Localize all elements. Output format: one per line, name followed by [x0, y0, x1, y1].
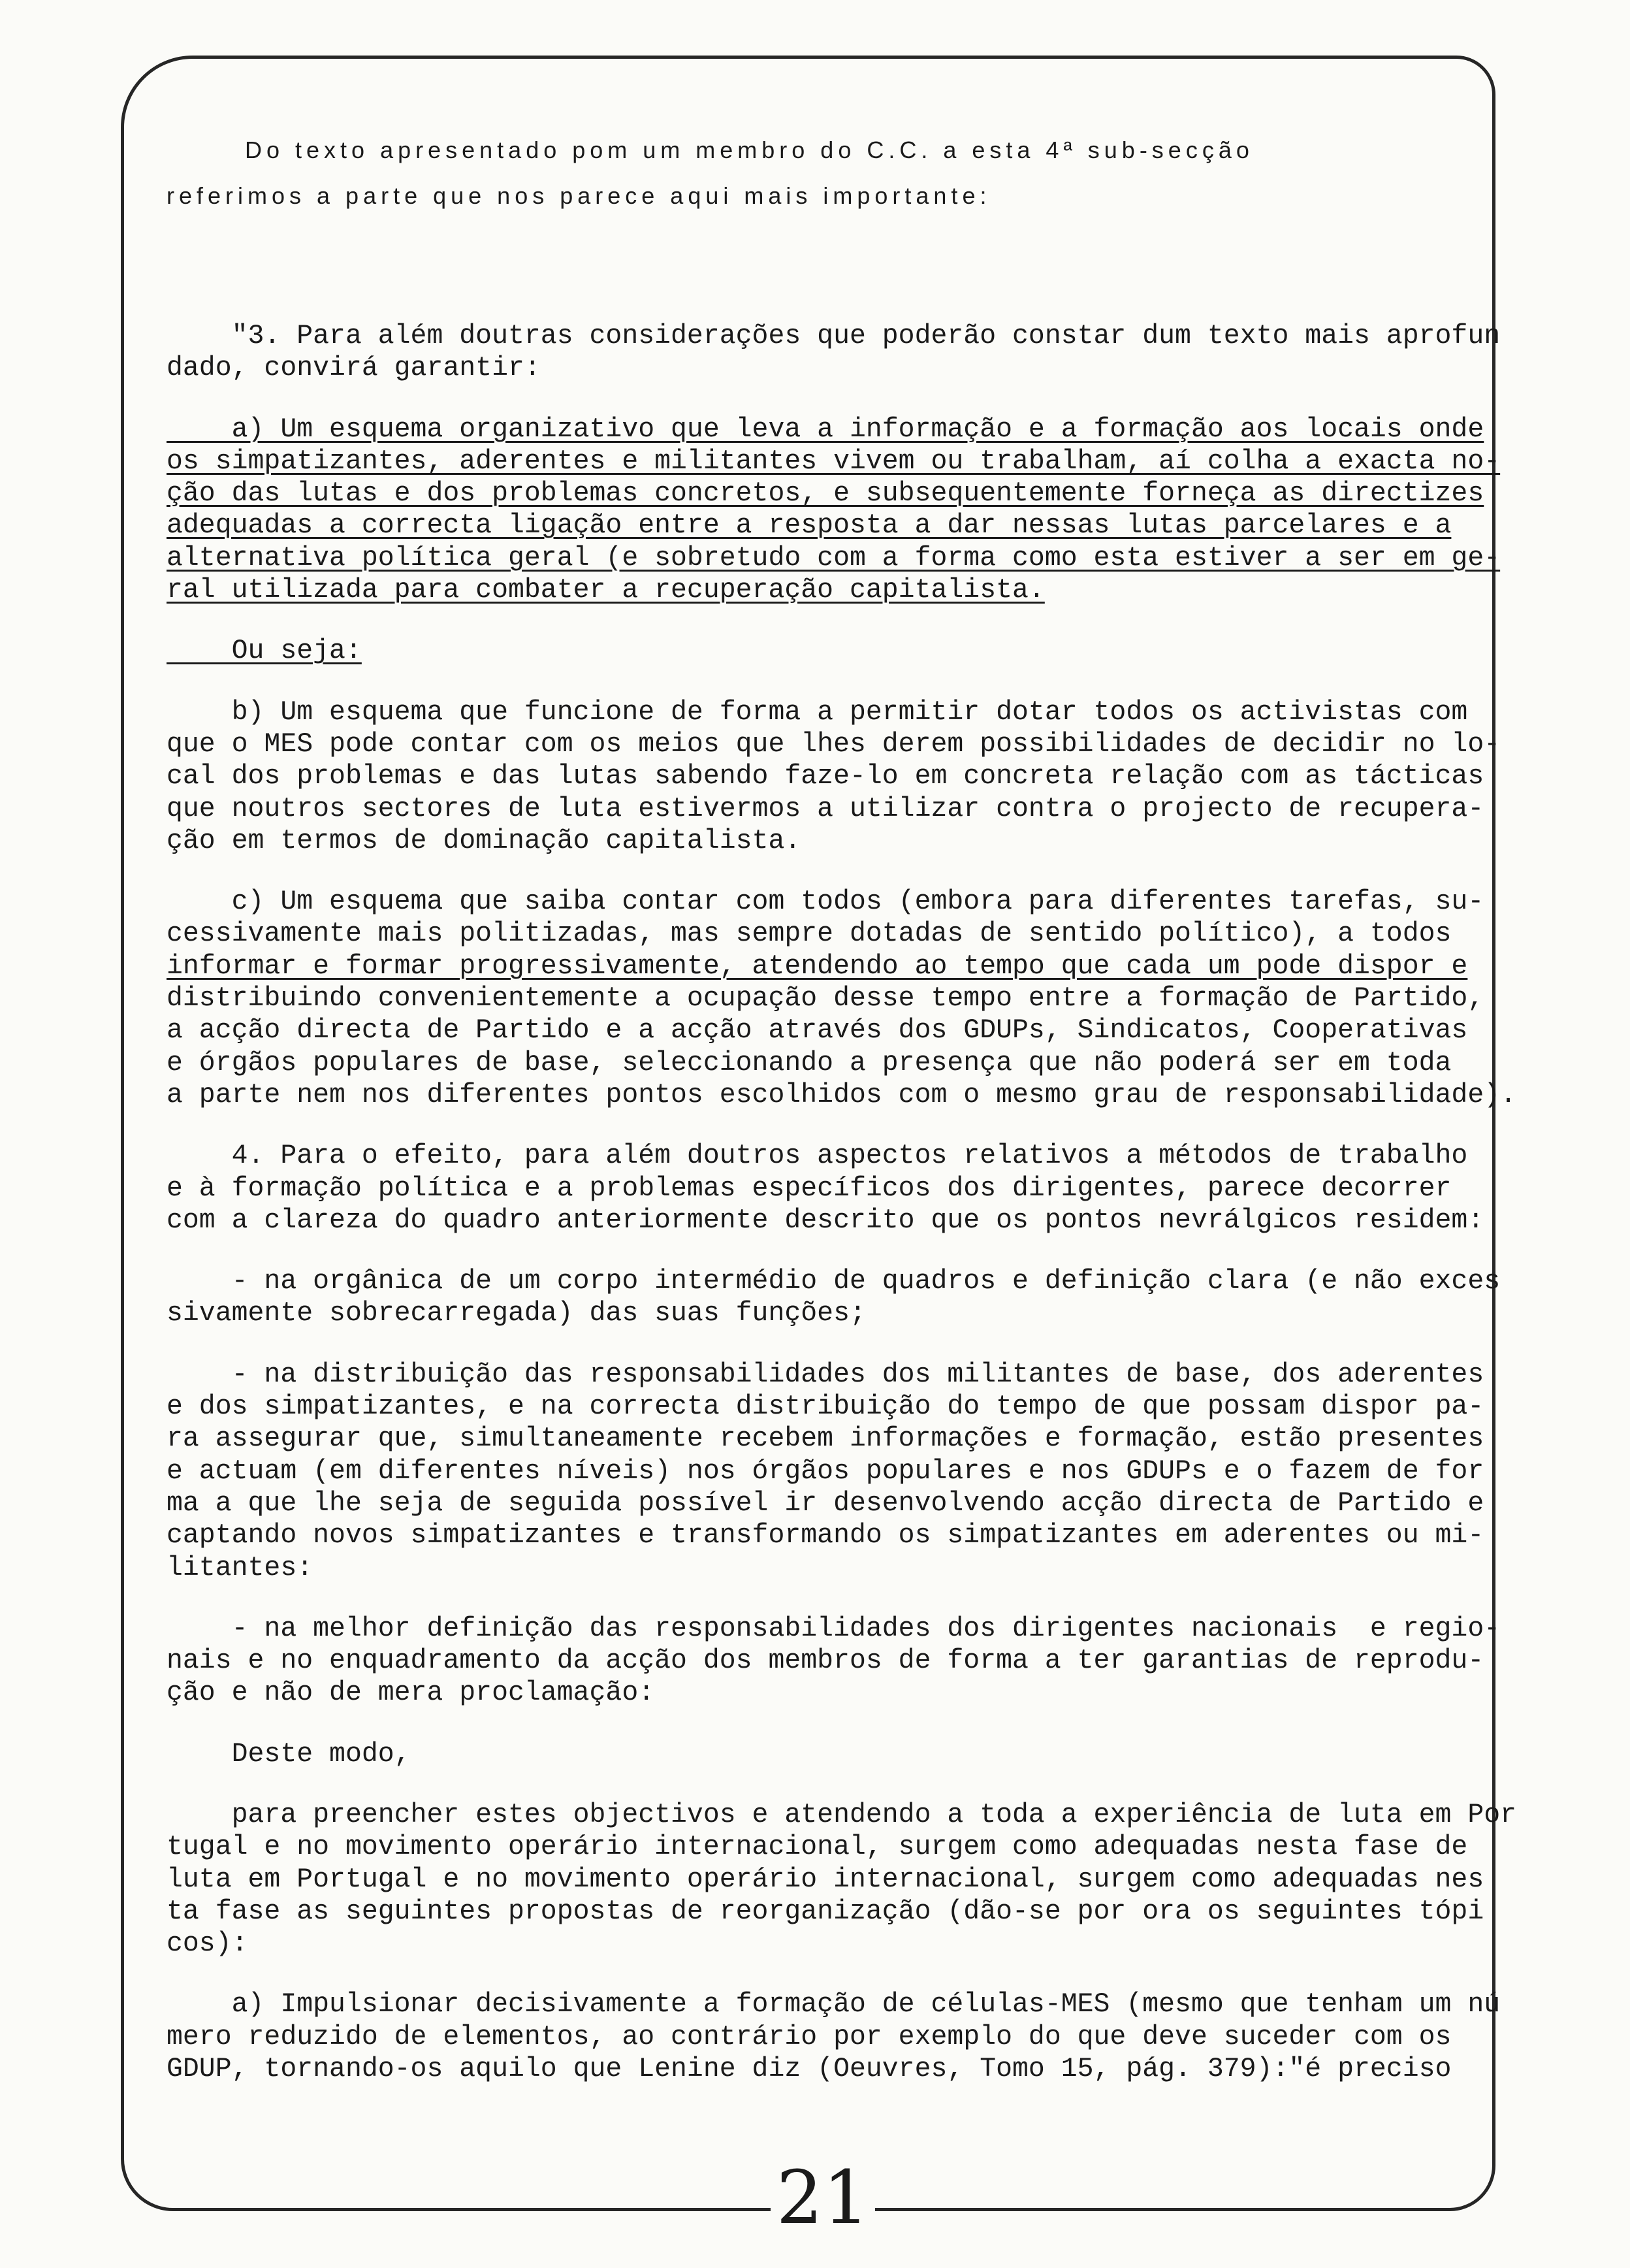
text-line: "3. Para além doutras considerações que poderão constar dum texto mais aprofun: [167, 321, 1501, 351]
text-line: cessivamente mais politizadas, mas sempre dotadas de sentido político), a todos: [167, 918, 1452, 950]
text-line: que noutros sectores de luta estivermos a utilizar contra o projecto de recupera-: [167, 793, 1484, 824]
text-line: Ou seja:: [167, 636, 362, 667]
paragraph: [167, 635, 1505, 667]
typed-text: [167, 320, 1517, 2085]
text-line: a) Um esquema organizativo que leva a informação e a formação aos locais onde: [167, 413, 1484, 445]
text-line: cal dos problemas e das lutas sabendo faze-lo em concreta relação com as tácticas: [167, 761, 1484, 792]
text-line: luta em Portugal e no movimento operário internacional, surgem como adequadas nes: [167, 1864, 1484, 1895]
text-line: ra assegurar que, simultaneamente recebem informações e formação, estão presentes: [167, 1423, 1484, 1455]
text-line: com a clareza do quadro anteriormente descrito que os pontos nevrálgicos residem:: [167, 1205, 1484, 1236]
text-line: litantes:: [167, 1552, 313, 1583]
text-line: - na distribuição das responsabilidades dos militantes de base, dos aderentes: [167, 1359, 1484, 1390]
text-line: informar e formar progressivamente, atendendo ao tempo que cada um pode dispor e: [167, 950, 1468, 982]
text-line: ção e não de mera proclamação:: [167, 1677, 655, 1709]
header-line-2: referimos a parte que nos parece aqui mais importante:: [167, 182, 991, 209]
paragraph: [167, 1738, 1505, 1770]
document-body: [167, 137, 1517, 2114]
text-line: - na orgânica de um corpo intermédio de quadros e definição clara (e não exces: [167, 1266, 1501, 1297]
paragraph: [167, 1265, 1505, 1330]
text-line: e dos simpatizantes, e na correcta distribuição do tempo de que possam dispor pa-: [167, 1391, 1484, 1423]
page-number: 21: [771, 2149, 875, 2247]
text-line: a acção directa de Partido e a acção através dos GDUPs, Sindicatos, Cooperativas: [167, 1015, 1468, 1046]
paragraph: [167, 1799, 1517, 1960]
text-line: ção das lutas e dos problemas concretos, e subsequentemente forneça as directizes: [167, 478, 1484, 510]
paragraph: [167, 886, 1517, 1111]
text-line: alternativa política geral (e sobretudo com a forma como esta estiver a ser em ge-: [167, 542, 1501, 574]
text-line: cos):: [167, 1928, 248, 1960]
text-line: ção em termos de dominação capitalista.: [167, 825, 801, 856]
text-line: a parte nem nos diferentes pontos escolhidos com o mesmo grau de responsabilidade).: [167, 1079, 1517, 1110]
text-line: para preencher estes objectivos e atendendo a toda a experiência de luta em Por: [167, 1799, 1517, 1830]
text-line: a) Impulsionar decisivamente a formação de células-MES (mesmo que tenham um nú: [167, 1989, 1501, 2020]
text-line: captando novos simpatizantes e transformando os simpatizantes em aderentes ou mi-: [167, 1520, 1484, 1551]
text-line: ma a que lhe seja de seguida possível ir desenvolvendo acção directa de Partido e: [167, 1487, 1484, 1519]
paragraph: [167, 1140, 1505, 1237]
paragraph: [167, 1613, 1505, 1709]
paragraph: [167, 320, 1505, 385]
text-line: - na melhor definição das responsabilidades dos dirigentes nacionais e regio-: [167, 1613, 1501, 1644]
text-line: b) Um esquema que funcione de forma a permitir dotar todos os activistas com: [167, 696, 1468, 728]
text-line: c) Um esquema que saiba contar com todos (embora para diferentes tarefas, su-: [167, 886, 1484, 918]
text-line: sivamente sobrecarregada) das suas funções;: [167, 1298, 866, 1329]
text-line: e actuam (em diferentes níveis) nos órgãos populares e nos GDUPs e o fazem de for: [167, 1455, 1484, 1487]
text-line: tugal e no movimento operário internacional, surgem como adequadas nesta fase de: [167, 1832, 1468, 1863]
paragraph: [167, 413, 1505, 607]
text-line: distribuindo convenientemente a ocupação desse tempo entre a formação de Partido,: [167, 983, 1484, 1014]
text-line: GDUP, tornando-os aquilo que Lenine diz (Oeuvres, Tomo 15, pág. 379):"é preciso: [167, 2054, 1452, 2085]
text-line: Deste modo,: [167, 1738, 411, 1770]
paragraph: [167, 696, 1505, 857]
text-line: e órgãos populares de base, seleccionando a presença que não poderá ser em toda: [167, 1047, 1452, 1078]
text-line: os simpatizantes, aderentes e militantes vivem ou trabalham, aí colha a exacta no-: [167, 446, 1501, 477]
text-line: ral utilizada para combater a recuperação capitalista.: [167, 575, 1045, 606]
paragraph: [167, 1988, 1505, 2085]
paragraph: [167, 1359, 1505, 1584]
text-line: dado, convirá garantir:: [167, 353, 541, 384]
text-line: ta fase as seguintes propostas de reorganização (dão-se por ora os seguintes tópi: [167, 1896, 1484, 1927]
text-line: que o MES pode contar com os meios que lhes derem possibilidades de decidir no lo-: [167, 728, 1501, 760]
text-line: 4. Para o efeito, para além doutros aspectos relativos a métodos de trabalho: [167, 1141, 1468, 1172]
text-line: e à formação política e a problemas específicos dos dirigentes, parece decorrer: [167, 1173, 1452, 1204]
header-line-1: Do texto apresentado pom um membro do C.C. a esta 4ª sub-secção: [245, 137, 1254, 163]
text-line: mero reduzido de elementos, ao contrário por exemplo do que deve suceder com os: [167, 2021, 1452, 2052]
text-line: nais e no enquadramento da acção dos membros de forma a ter garantias de reprodu-: [167, 1645, 1484, 1677]
text-line: adequadas a correcta ligação entre a resposta a dar nessas lutas parcelares e a: [167, 510, 1452, 542]
